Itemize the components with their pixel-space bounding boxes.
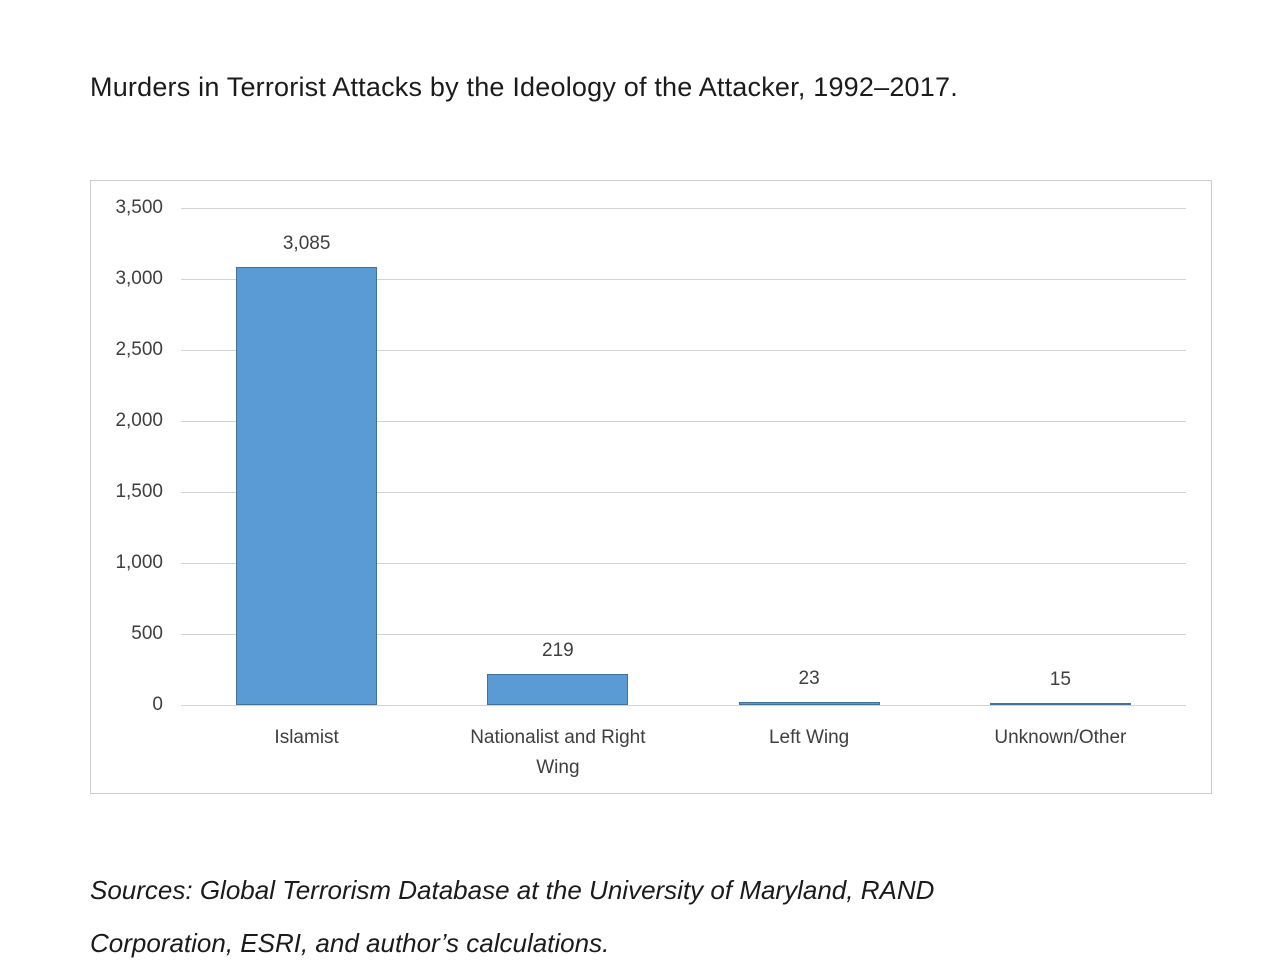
x-axis-category-label: Islamist [274, 727, 339, 748]
y-axis-tick-label: 3,000 [115, 268, 163, 289]
y-axis-tick-label: 2,500 [115, 339, 163, 360]
y-axis-tick-label: 0 [152, 694, 163, 715]
bar-nationalist-and-right-wing [487, 674, 628, 705]
bar-value-label: 3,085 [282, 232, 331, 254]
y-axis-tick-label: 3,500 [115, 197, 163, 218]
bar-value-label: 15 [1049, 668, 1071, 690]
x-axis-category-label: Left Wing [768, 727, 850, 748]
sources-line-1: Sources: Global Terrorism Database at the University of Maryland, RAND [90, 875, 935, 905]
bar-value-label: 23 [798, 667, 820, 689]
bar-islamist [236, 267, 377, 705]
y-axis-tick-label: 500 [131, 623, 163, 644]
plot-area [181, 208, 1186, 705]
bar-unknown-other [990, 703, 1131, 705]
y-axis-tick-label: 2,000 [115, 410, 163, 431]
bar-chart [90, 180, 1212, 794]
bar-value-label: 219 [542, 639, 574, 661]
x-axis-category-label: Nationalist and Right Wing [470, 727, 646, 778]
sources-line-2: Corporation, ESRI, and author’s calculations. [90, 928, 610, 958]
y-axis-tick-label: 1,000 [115, 552, 163, 573]
y-axis-tick-label: 1,500 [115, 481, 163, 502]
gridline-3500 [181, 208, 1186, 209]
chart-title: Murders in Terrorist Attacks by the Ideology of the Attacker, 1992–2017. [90, 72, 958, 102]
bar-left-wing [739, 702, 880, 705]
gridline-0 [181, 705, 1186, 706]
x-axis-category-label: Unknown/Other [994, 727, 1127, 748]
sources-note [90, 864, 934, 968]
